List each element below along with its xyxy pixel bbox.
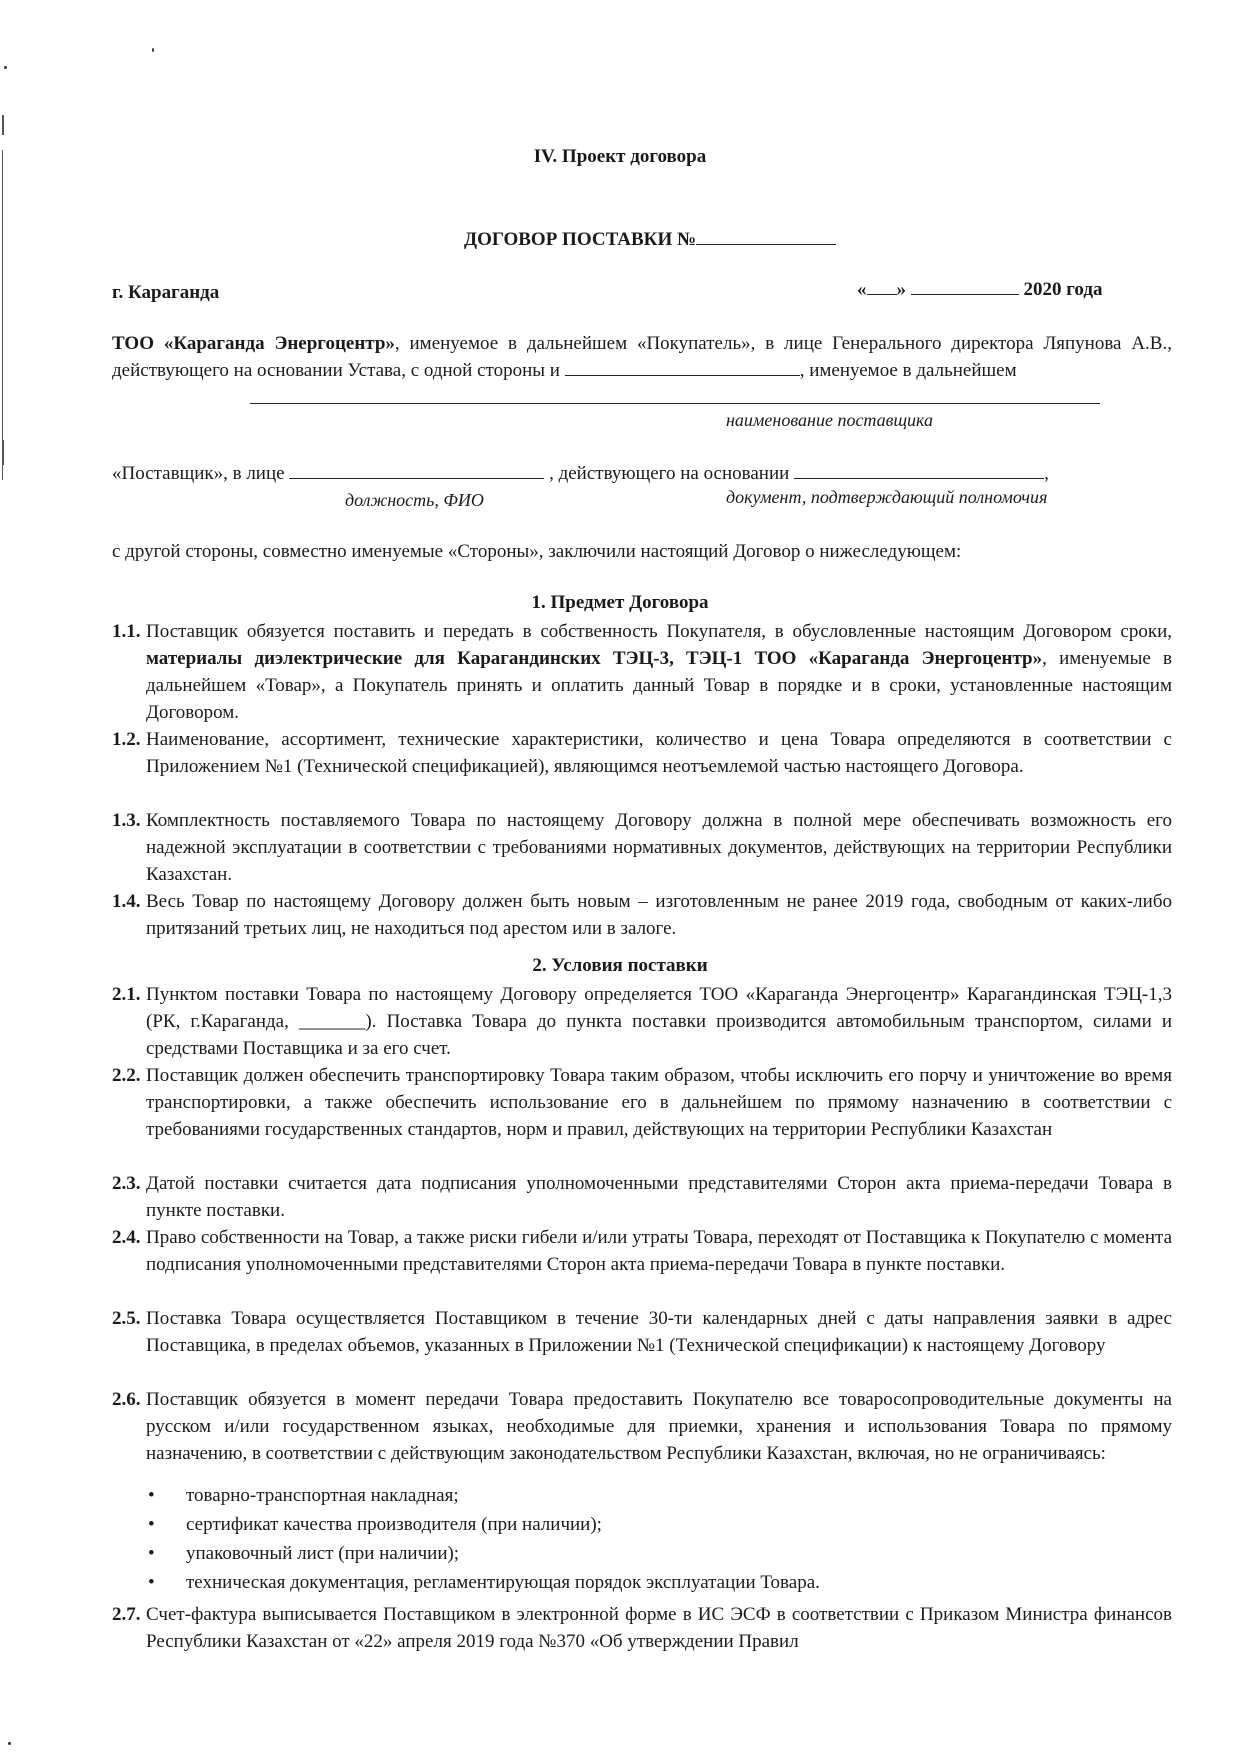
preamble-after-blank: , именуемое в дальнейшем [799,360,1017,381]
supplier-name-blank-1[interactable] [565,359,800,376]
supplier-representative-line [112,462,1049,485]
clause-text: Комплектность поставляемого Товара по настоящему Договору должна в полной мере обеспечивать возможность его надежной эксплуатации в соответствии с требованиями нормативных документов, действующих на территории Республики Казахстан. [146,810,1172,885]
clause-number: 1.1. [112,621,141,642]
clause-text: Поставщик должен обеспечить транспортировку Товара таким образом, чтобы исключить его порчу и уничтожение во время транспортировки, а также обеспечить использование его в дальнейшем по прямому назначению в соответствии с требованиями государственных стандартов, норм и правил, действующих на территории Республики Казахстан [146,1065,1172,1140]
supplier-name-hint: наименование поставщика [726,410,934,430]
documents-list [146,1481,820,1597]
list-item-text: техническая документация, регламентирующая порядок эксплуатации Товара. [186,1572,820,1593]
clause-number: 2.2. [112,1065,141,1086]
clause-2-4 [112,1224,1172,1278]
date-close-quote: » [896,279,906,300]
list-item [146,1568,820,1597]
buyer-name: ТОО «Караганда Энергоцентр» [112,333,395,354]
clause-bold-subject: материалы диэлектрические для Карагандинских ТЭЦ-3, ТЭЦ-1 ТОО «Караганда Энергоцентр» [146,648,1043,669]
clause-2-5 [112,1305,1172,1359]
scan-edge-mark [2,150,3,480]
clause-text-part: , именуемые в дальнейшем «Товар», а Покупатель принять и оплатить данный Товар в порядке и в сроки, установленные настоящим Договором. [146,648,1172,723]
clause-1-1 [112,618,1172,726]
clause-number: 1.3. [112,810,141,831]
date-day-blank[interactable] [867,278,897,295]
contract-title [464,228,836,251]
scan-edge-mark [2,115,4,135]
preamble-closing: с другой стороны, совместно именуемые «Стороны», заключили настоящий Договор о нижеследующем: [112,541,962,562]
clause-number: 1.2. [112,729,141,750]
clause-text: Наименование, ассортимент, технические характеристики, количество и цена Товара определяются в соответствии с Приложением №1 (Технической спецификацией), являющимся неотъемлемой частью настоящего Договора. [146,729,1172,777]
list-item [146,1481,820,1510]
clause-number: 2.5. [112,1308,141,1329]
clause-text: Поставщик обязуется в момент передачи Товара предоставить Покупателю все товаросопроводительные документы на русском и/или государственном языках, необходимые для приемки, хранения и использования Товара по прямому назначению, в соответствии с действующим законодательством Республики Казахстан, включая, но не ограничиваясь: [146,1389,1172,1464]
scan-speck [152,48,154,52]
clause-number: 2.6. [112,1389,141,1410]
scan-speck [4,66,7,69]
clause-text: Поставка Товара осуществляется Поставщиком в течение 30-ти календарных дней с даты направления заявки в адрес Поставщика, в пределах объемов, указанных в Приложении №1 (Технической спецификации) к настоящему Договору [146,1308,1172,1356]
clause-2-7 [112,1601,1172,1655]
clause-number: 2.1. [112,984,141,1005]
contract-date [857,278,1102,301]
contract-number-blank[interactable] [696,228,836,245]
clause-text: Пунктом поставки Товара по настоящему Договору определяется ТОО «Караганда Энергоцентр» Карагандинская ТЭЦ-1,3 (РК, г.Караганда, _______). Поставка Товара до пункта поставки производится автомобильным транспортом, силами и средствами Поставщика и за его счет. [146,984,1172,1059]
supplier-label: «Поставщик», в лице [112,463,285,484]
date-year: 2020 года [1023,279,1103,300]
clause-number: 2.4. [112,1227,141,1248]
comma: , [1044,463,1049,484]
supplier-position-blank[interactable] [289,462,544,479]
clause-1-3 [112,807,1172,888]
clause-text: Весь Товар по настоящему Договору должен быть новым – изготовленным не ранее 2019 года, свободным от каких-либо притязаний третьих лиц, не находиться под арестом или в залоге. [146,891,1172,939]
contract-city: г. Караганда [112,282,220,303]
document-hint: документ, подтверждающий полномочия [726,487,1048,507]
bullet-icon: • [148,1543,155,1564]
clause-text: Право собственности на Товар, а также риски гибели и/или утраты Товара, переходят от Поставщика к Покупателю с момента подписания уполномоченными представителями Сторон акта приема-передачи Товара в пункте поставки. [146,1227,1172,1275]
list-item [146,1510,820,1539]
clause-2-1 [112,981,1172,1062]
clause-number: 2.3. [112,1173,141,1194]
clause-text [146,618,1172,726]
clause-1-4 [112,888,1172,942]
acting-on-text: , действующего на основании [549,463,790,484]
bullet-icon: • [148,1514,155,1535]
clause-text: Счет-фактура выписывается Поставщиком в электронной форме в ИС ЭСФ в соответствии с Приказом Министра финансов Республики Казахстан от «22» апреля 2019 года №370 «Об утверждении Правил [146,1604,1172,1652]
section-1-title: 1. Предмет Договора [531,592,709,613]
date-open-quote: « [857,279,867,300]
clause-2-6 [112,1386,1172,1467]
preamble-paragraph [112,330,1172,384]
bullet-icon: • [148,1572,155,1593]
clause-1-2 [112,726,1172,780]
scan-edge-mark [2,440,4,465]
supplier-name-blank-2[interactable] [250,403,1100,404]
clause-text-part: Поставщик обязуется поставить и передать в собственность Покупателя, в обусловленные настоящим Договором сроки, [146,621,1172,642]
list-item-text: товарно-транспортная накладная; [186,1485,459,1506]
list-item-text: упаковочный лист (при наличии); [186,1543,460,1564]
buyer-description: , именуемое в дальнейшем «Покупатель», в лице Генерального директора Ляпунова А.В., действующего на основании Устава, с одной стороны и [112,333,1172,381]
clause-2-2 [112,1062,1172,1143]
bullet-icon: • [148,1485,155,1506]
list-item [146,1539,820,1568]
date-month-blank[interactable] [911,278,1019,295]
list-item-text: сертификат качества производителя (при наличии); [186,1514,602,1535]
position-hint: должность, ФИО [345,490,484,510]
section-2-title: 2. Условия поставки [532,955,708,976]
contract-title-text: ДОГОВОР ПОСТАВКИ № [464,229,697,250]
authority-document-blank[interactable] [794,462,1044,479]
page-title: IV. Проект договора [533,146,707,167]
clause-2-3 [112,1170,1172,1224]
clause-number: 2.7. [112,1604,141,1625]
scan-speck [8,1742,11,1745]
clause-text: Датой поставки считается дата подписания уполномоченными представителями Сторон акта приема-передачи Товара в пункте поставки. [146,1173,1172,1221]
clause-number: 1.4. [112,891,141,912]
